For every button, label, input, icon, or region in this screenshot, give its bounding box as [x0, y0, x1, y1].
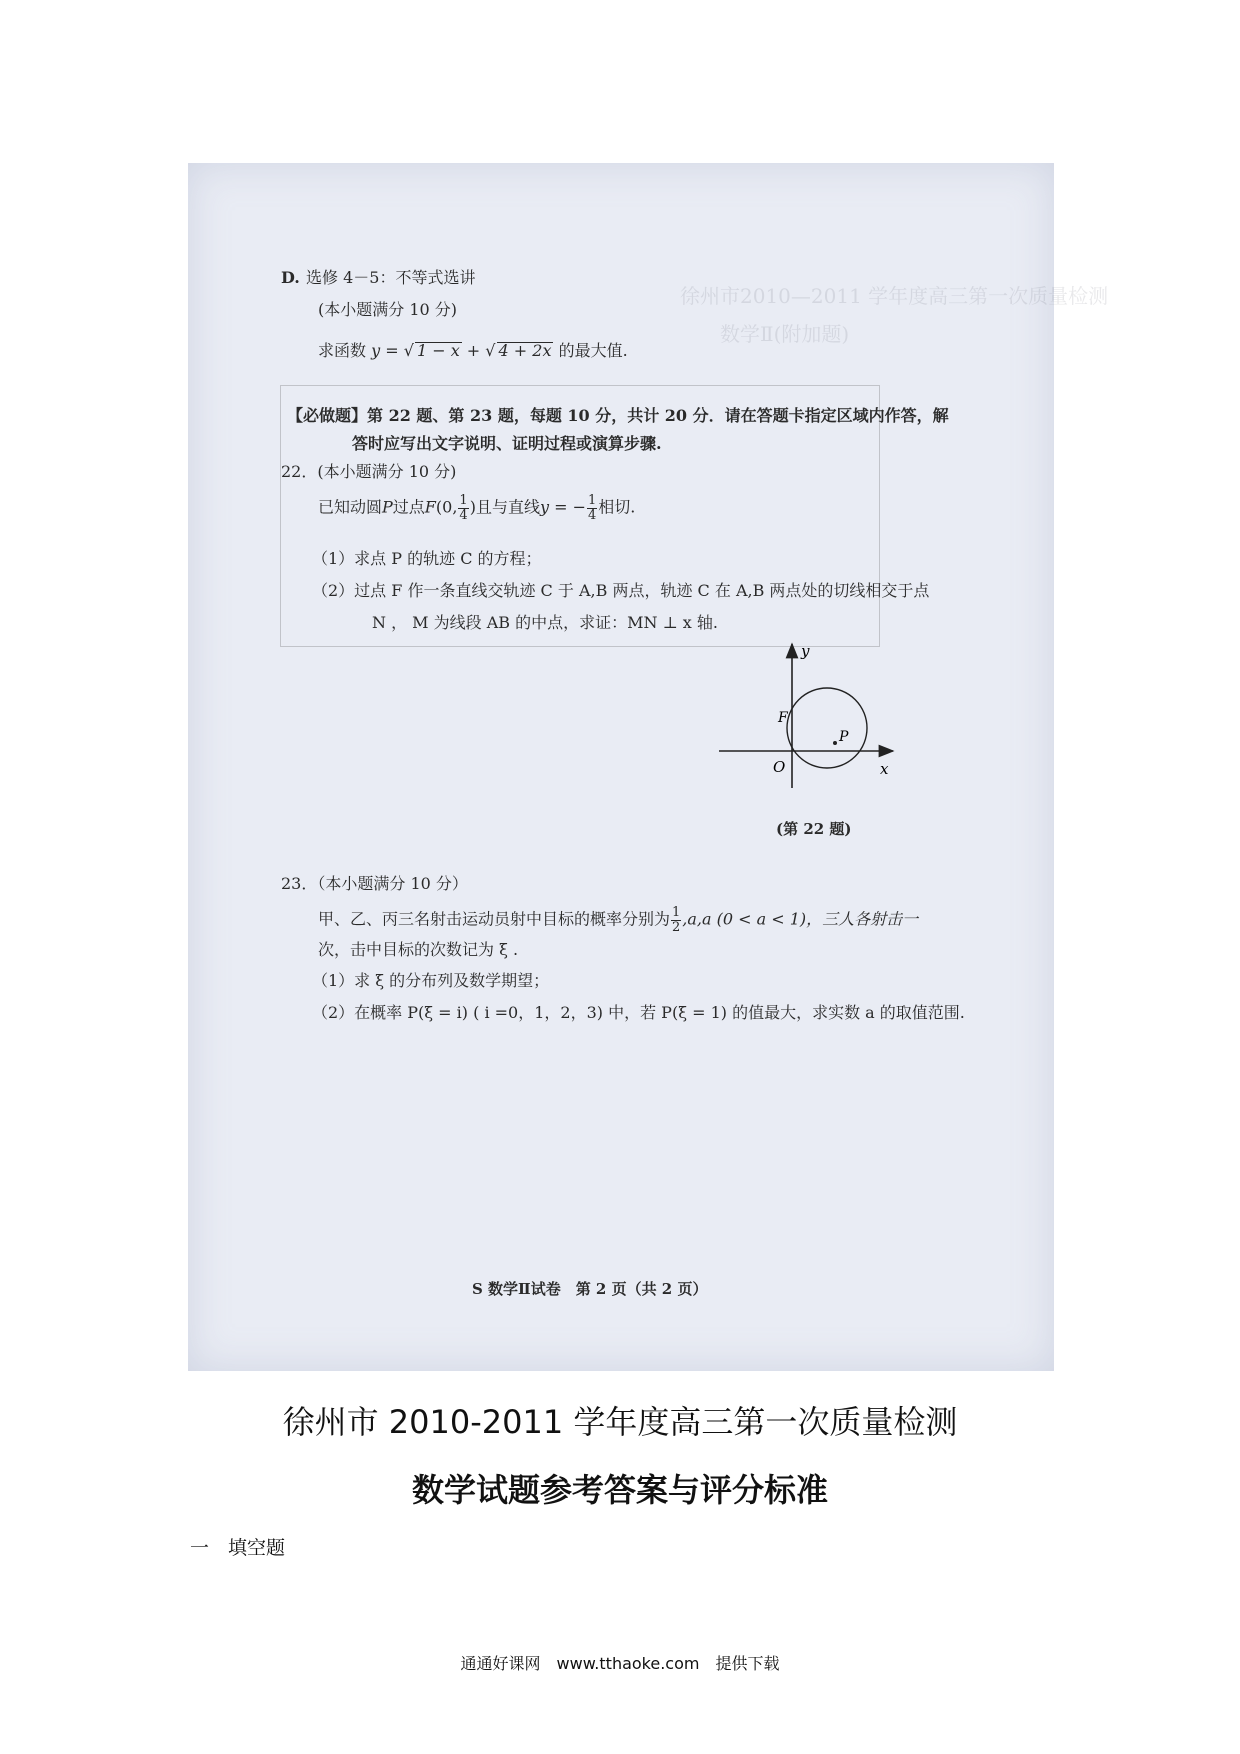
fig-y-label: y [801, 642, 810, 660]
q23-part2: （2）在概率 P(ξ = i) ( i =0，1，2，3) 中，若 P(ξ = 1) 的值最大，求实数 a 的取值范围. [312, 1003, 965, 1022]
q23-part1: （1）求 ξ 的分布列及数学期望； [312, 971, 550, 990]
d-title: 选修 4－5：不等式选讲 [306, 268, 476, 287]
point-p [833, 741, 837, 745]
q22-heading: 22．(本小题满分 10 分) [281, 462, 457, 481]
q23-line2: 次，击中目标的次数记为 ξ . [318, 940, 519, 959]
fig-p-label: P [839, 729, 849, 745]
q22-part2-cont: N ， M 为线段 AB 的中点，求证：MN ⊥ x 轴. [372, 613, 718, 632]
required-instruction-line1: 【必做题】第 22 题、第 23 题，每题 10 分，共计 20 分．请在答题卡指定区域内作答，解 [287, 406, 949, 425]
required-instruction-line2: 答时应写出文字说明、证明过程或演算步骤. [352, 434, 662, 453]
q22-statement: 已知动圆P过点F(0, $\frac{1}{4}$ )且与直线y = − $\frac{1}{4}$ 相切. [318, 493, 636, 523]
document-subtitle: 数学试题参考答案与评分标准 [411, 1471, 828, 1509]
d-label: D. [281, 268, 300, 287]
q22-figure [715, 638, 905, 818]
q22-part2: （2）过点 F 作一条直线交轨迹 C 于 A,B 两点，轨迹 C 在 A,B 两点处的切线相交于点 [312, 581, 930, 600]
d-question: 求函数 y = √ 1 − x + √ 4 + 2x 的最大值. [318, 341, 628, 360]
bleed-through-text: 数学Ⅱ(附加题) [720, 322, 850, 346]
fig-x-label: x [880, 760, 889, 778]
moving-circle [787, 688, 867, 768]
q23-heading: 23．（本小题满分 10 分） [281, 874, 468, 893]
q22-part1: （1）求点 P 的轨迹 C 的方程； [312, 549, 542, 568]
bleed-through-text: 徐州市2010—2011 学年度高三第一次质量检测 [680, 284, 1109, 308]
fig-o-label: O [773, 758, 786, 776]
scan-page-footer: S 数学Ⅱ试卷 第 2 页（共 2 页） [472, 1280, 708, 1298]
q22-figure-caption: (第 22 题) [776, 820, 852, 838]
fig-f-label: F [778, 710, 788, 726]
d-points: (本小题满分 10 分) [318, 300, 458, 319]
q23-line1: 甲、乙、丙三名射击运动员射中目标的概率分别为 $\frac{1}{2}$ ,a,a (0 < a < 1)，三人各射击一 [318, 905, 919, 935]
download-footer: 通通好课网 www.tthaoke.com 提供下载 [460, 1654, 780, 1673]
section-heading: 一 填空题 [190, 1537, 286, 1559]
document-title: 徐州市 2010-2011 学年度高三第一次质量检测 [282, 1403, 958, 1441]
